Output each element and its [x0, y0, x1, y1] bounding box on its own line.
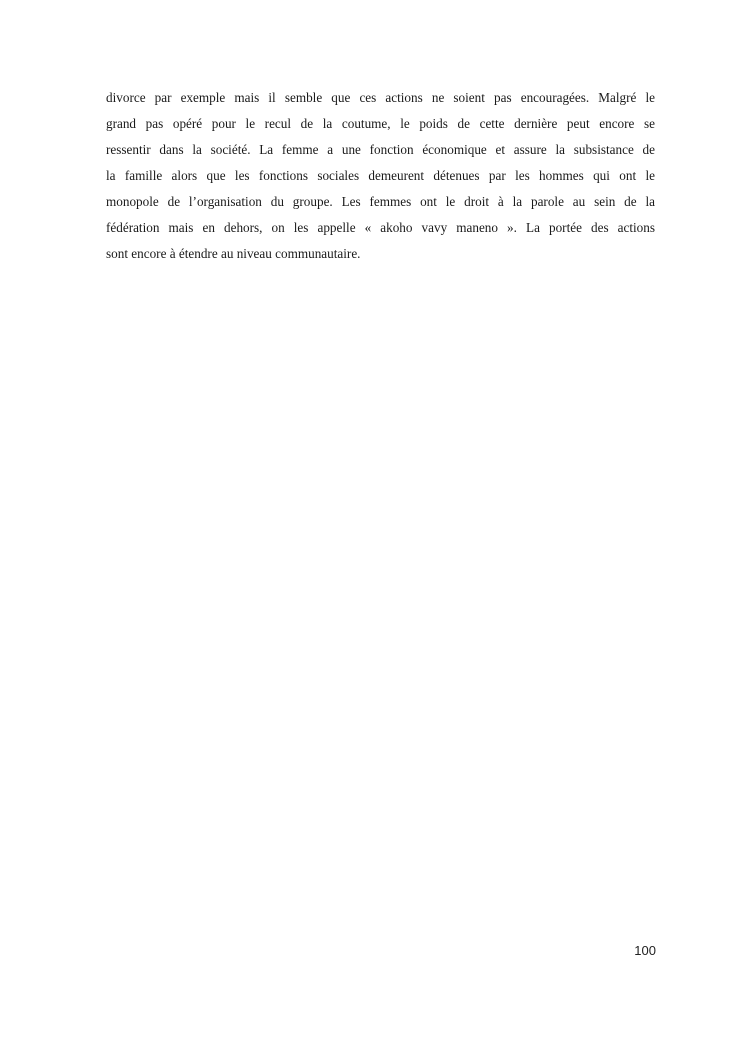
paragraph-line: grand pas opéré pour le recul de la coutume, le poids de cette dernière peut encore se — [106, 116, 655, 131]
paragraph-line: divorce par exemple mais il semble que ces actions ne soient pas encouragées. Malgré le — [106, 90, 655, 105]
paragraph-line: monopole de l’organisation du groupe. Les femmes ont le droit à la parole au sein de la — [106, 194, 655, 209]
paragraph-line: sont encore à étendre au niveau communautaire. — [106, 246, 361, 261]
paragraph-line: fédération mais en dehors, on les appelle « akoho vavy maneno ». La portée des actions — [106, 220, 655, 235]
paragraph-line: la famille alors que les fonctions sociales demeurent détenues par les hommes qui ont le — [106, 168, 655, 183]
paragraph-line: ressentir dans la société. La femme a une fonction économique et assure la subsistance de — [106, 142, 655, 157]
body-paragraph — [106, 85, 655, 267]
page-number: 100 — [634, 943, 656, 958]
